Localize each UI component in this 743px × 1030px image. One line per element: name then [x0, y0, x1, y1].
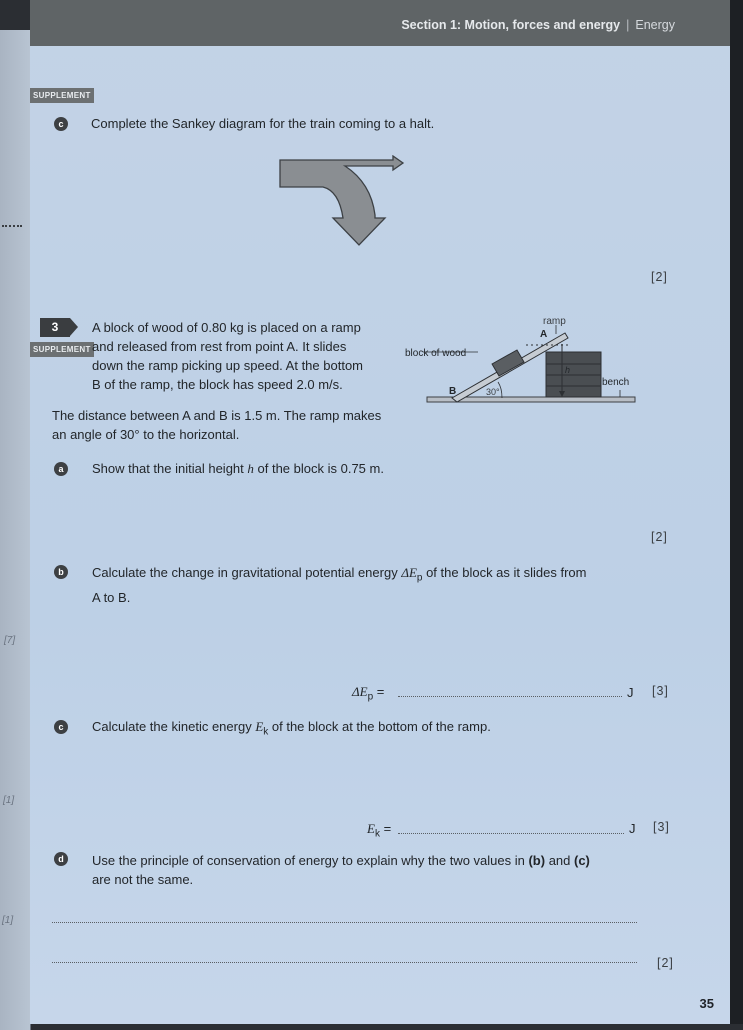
intro-line: B of the ramp, the block has speed 2.0 m/s. — [92, 377, 343, 392]
part-b-text-before: Calculate the change in gravitational potential energy — [92, 565, 402, 580]
intro-line: down the ramp picking up speed. At the bottom — [92, 358, 364, 373]
part-d-ref-c: (c) — [574, 853, 590, 868]
part-c-badge: c — [54, 117, 68, 131]
page-number: 35 — [699, 996, 714, 1011]
part-d-text-line2: are not the same. — [92, 872, 194, 887]
intro-line: and released from rest from point A. It slides — [92, 339, 347, 354]
workbook-page — [30, 0, 730, 1024]
label-A: A — [540, 329, 548, 340]
sankey-arrow-shape — [280, 156, 403, 245]
part-a-text-after: of the block is 0.75 m. — [253, 461, 384, 476]
question-intro — [92, 318, 363, 394]
part-d-text-line1: Use the principle of conservation of energy to explain why the two values in — [92, 853, 529, 868]
left-page-mark: [7] — [4, 635, 16, 646]
answer-label-sub: p — [367, 691, 374, 703]
part-c-variable: E — [255, 719, 264, 734]
part-d-marks: [2] — [657, 956, 674, 970]
part-b-marks: [3] — [652, 684, 669, 698]
answer-label-eq: = — [379, 821, 392, 836]
part-a-text-before: Show that the initial height — [92, 461, 248, 476]
part-d-ref-b: (b) — [528, 853, 546, 868]
part-c-answer-label — [367, 819, 391, 844]
question-number-arrow — [70, 318, 78, 336]
supplement-tag: SUPPLEMENT — [30, 88, 94, 103]
left-page-mark: [1] — [2, 915, 14, 926]
part-c-marks: [3] — [653, 820, 670, 834]
support-block — [546, 352, 601, 364]
intro-line: The distance between A and B is 1.5 m. The ramp makes — [52, 408, 382, 423]
support-block — [546, 375, 601, 386]
left-page-edge — [0, 30, 31, 1030]
sankey-diagram[interactable] — [275, 155, 410, 250]
header-topic: Energy — [635, 18, 675, 32]
part-c-subscript: k — [263, 726, 269, 738]
header-title — [401, 18, 675, 32]
label-h: h — [565, 365, 571, 375]
question-intro-2 — [52, 406, 381, 444]
header-section: Section 1: Motion, forces and energy — [401, 18, 621, 32]
part-d-badge: d — [54, 852, 68, 866]
answer-label-sub: k — [374, 828, 380, 840]
part-b-variable: ΔE — [401, 565, 417, 580]
label-ramp: ramp — [543, 316, 566, 327]
part-c-text-before: Calculate the kinetic energy — [92, 719, 256, 734]
part-b-answer-field[interactable] — [398, 696, 622, 697]
part-d-answer-line-2[interactable] — [52, 962, 637, 963]
answer-label-var: E — [367, 821, 375, 836]
label-bench: bench — [602, 377, 630, 388]
part-c-text-after: of the block at the bottom of the ramp. — [268, 719, 491, 734]
part-c-marks: [2] — [651, 270, 668, 284]
left-page-mark: [1] — [3, 795, 15, 806]
part-b-badge: b — [54, 565, 68, 579]
support-block — [546, 364, 601, 375]
part-b-text-after: of the block as it slides from — [422, 565, 587, 580]
background-edge — [730, 0, 743, 1024]
answer-label-eq: = — [373, 684, 385, 699]
left-page-answer-dots — [2, 225, 22, 227]
answer-label-var: ΔE — [352, 684, 368, 699]
ramp-diagram — [402, 312, 642, 407]
intro-line: A block of wood of 0.80 kg is placed on a ramp — [92, 320, 361, 335]
part-b-text — [92, 563, 586, 607]
part-b-text-line2: A to B. — [92, 589, 131, 605]
support-block — [546, 386, 601, 397]
part-d-and: and — [545, 853, 574, 868]
part-a-variable: h — [247, 461, 254, 476]
part-c-question-text: Complete the Sankey diagram for the train coming to a halt. — [91, 116, 435, 131]
intro-line: an angle of 30° to the horizontal. — [52, 427, 240, 442]
part-a-marks: [2] — [651, 530, 668, 544]
part-c-answer-field[interactable] — [398, 833, 624, 834]
part-d-answer-line-1[interactable] — [52, 922, 637, 923]
part-c-unit: J — [629, 821, 636, 836]
part-a-badge: a — [54, 462, 68, 476]
part-c-badge: c — [54, 720, 68, 734]
supplement-tag: SUPPLEMENT — [30, 342, 94, 357]
header-separator: | — [626, 18, 630, 32]
page-header — [30, 0, 730, 46]
label-block-of-wood: block of wood — [405, 348, 467, 359]
part-a-text — [92, 459, 384, 478]
part-d-text — [92, 851, 590, 889]
part-b-unit: J — [627, 685, 634, 700]
question-number: 3 — [40, 318, 70, 337]
part-b-answer-label — [352, 682, 384, 707]
part-c-text — [92, 717, 491, 742]
label-angle: 30° — [486, 387, 500, 397]
part-b-subscript: p — [416, 572, 423, 584]
label-B: B — [449, 386, 457, 397]
